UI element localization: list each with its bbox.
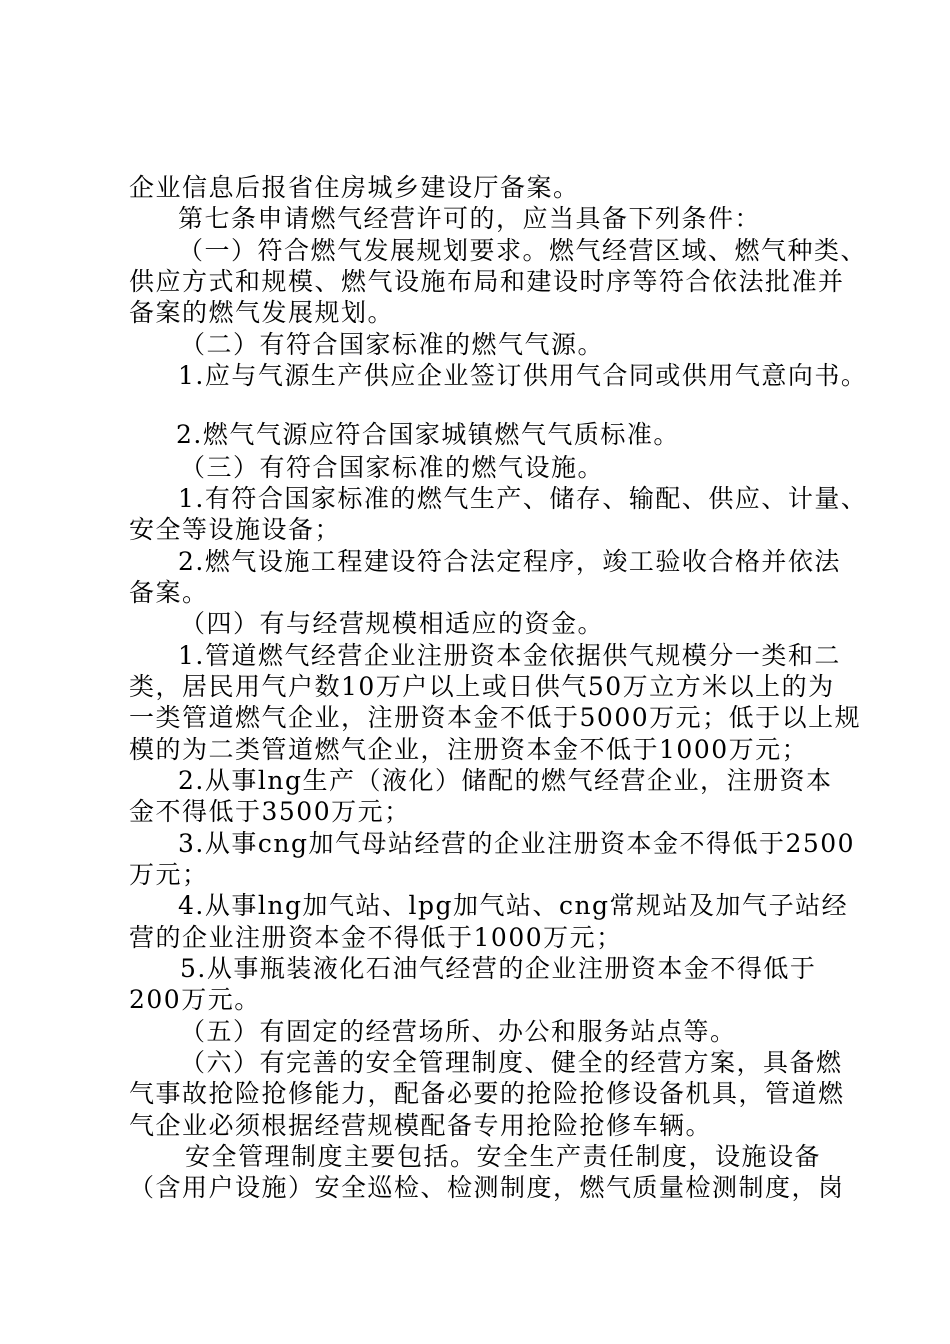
text-line: 气企业必须根据经营规模配备专用抢险抢修车辆。 [129, 1111, 713, 1140]
text-line: 类，居民用气户数10万户以上或日供气50万立方米以上的为 [129, 672, 835, 701]
text-line: 2.燃气气源应符合国家城镇燃气气质标准。 [176, 420, 680, 449]
text-line: （三）有符合国家标准的燃气设施。 [180, 453, 605, 482]
text-line: 一类管道燃气企业，注册资本金不低于5000万元；低于以上规 [129, 703, 862, 732]
text-line: （二）有符合国家标准的燃气气源。 [180, 330, 605, 359]
text-line: 3.从事cng加气母站经营的企业注册资本金不得低于2500 [178, 829, 856, 858]
text-line: 备案。 [129, 578, 209, 607]
text-line: 供应方式和规模、燃气设施布局和建设时序等符合依法批准并 [129, 267, 845, 296]
text-line: 200万元。 [129, 985, 261, 1014]
text-line: 企业信息后报省住房城乡建设厅备案。 [129, 173, 580, 202]
text-line: （六）有完善的安全管理制度、健全的经营方案，具备燃 [180, 1048, 843, 1077]
text-line: 营的企业注册资本金不得低于1000万元； [129, 923, 623, 952]
text-line: 2.燃气设施工程建设符合法定程序，竣工验收合格并依法 [178, 547, 841, 576]
text-line: 1.应与气源生产供应企业签订供用气合同或供用气意向书。 [178, 361, 868, 390]
text-line: 4.从事lng加气站、lpg加气站、cng常规站及加气子站经 [178, 891, 849, 920]
text-line: （含用户设施）安全巡检、检测制度，燃气质量检测制度，岗 [129, 1173, 845, 1202]
text-line: 1.管道燃气经营企业注册资本金依据供气规模分一类和二 [178, 641, 841, 670]
text-line: 5.从事瓶装液化石油气经营的企业注册资本金不得低于 [180, 954, 817, 983]
text-line: （一）符合燃气发展规划要求。燃气经营区域、燃气种类、 [178, 236, 868, 265]
text-line: 气事故抢险抢修能力，配备必要的抢险抢修设备机具，管道燃 [129, 1079, 845, 1108]
text-line: 2.从事lng生产（液化）储配的燃气经营企业，注册资本 [178, 766, 833, 795]
text-line: 1.有符合国家标准的燃气生产、储存、输配、供应、计量、 [178, 484, 868, 513]
text-line: 第七条申请燃气经营许可的，应当具备下列条件： [178, 204, 762, 233]
text-line: （五）有固定的经营场所、办公和服务站点等。 [180, 1017, 737, 1046]
text-line: 模的为二类管道燃气企业，注册资本金不低于1000万元； [129, 735, 809, 764]
text-line: 备案的燃气发展规划。 [129, 298, 395, 327]
text-line: 金不得低于3500万元； [129, 797, 411, 826]
text-line: 安全管理制度主要包括。安全生产责任制度，设施设备 [185, 1142, 822, 1171]
text-line: 万元； [129, 860, 209, 889]
text-line: （四）有与经营规模相适应的资金。 [180, 609, 605, 638]
text-line: 安全等设施设备； [129, 515, 342, 544]
